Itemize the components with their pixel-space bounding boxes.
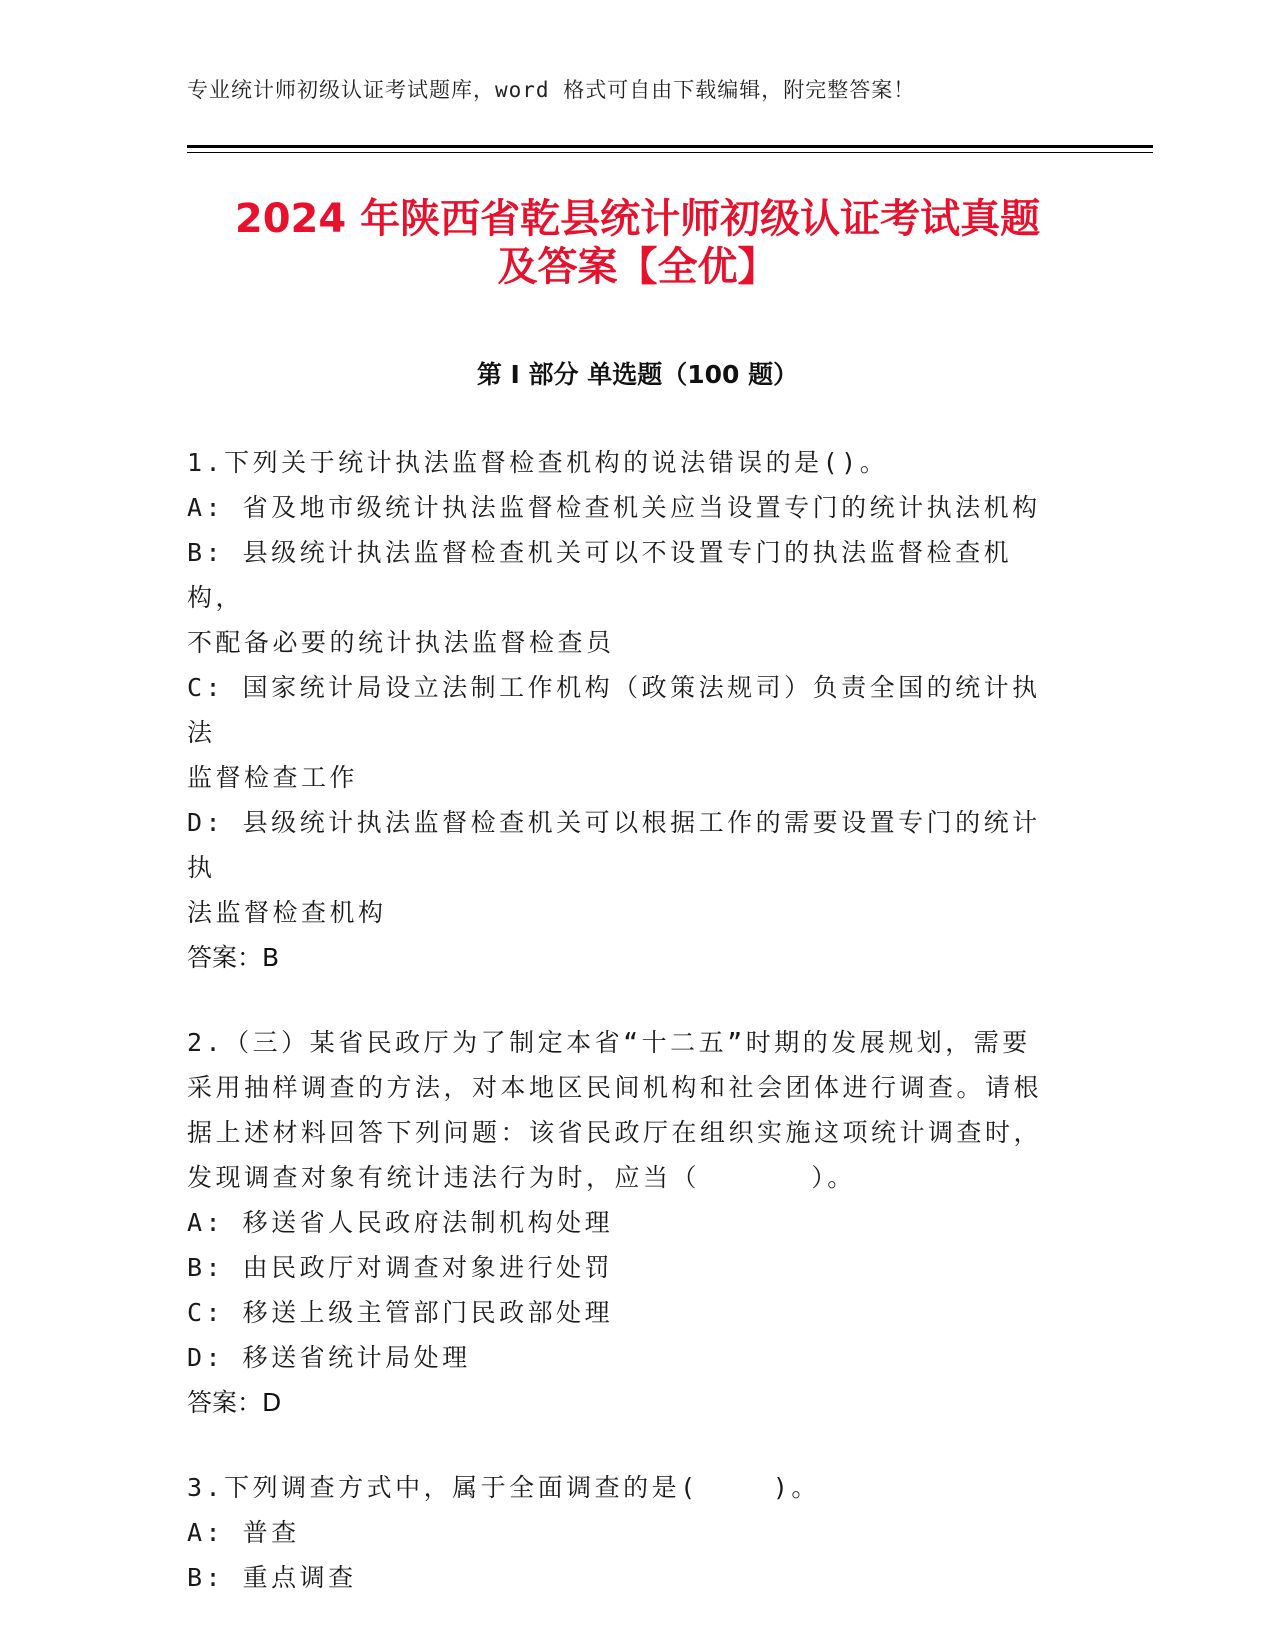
option-line: C: 移送上级主管部门民政部处理	[187, 1298, 614, 1327]
question-2-stem-line: 据上述材料回答下列问题：该省民政厅在组织实施这项统计调查时，	[187, 1118, 1043, 1147]
question-1-answer: 答案：B	[187, 943, 280, 972]
question-1-option-a	[187, 485, 1067, 530]
question-2-stem-line: 采用抽样调查的方法，对本地区民间机构和社会团体进行调查。请根	[187, 1073, 1043, 1102]
option-line: 监督检查工作	[187, 763, 359, 792]
option-line: B: 县级统计执法监督检查机关可以不设置专门的执法监督检查机构，	[187, 538, 1013, 612]
question-2-option-d	[187, 1335, 1067, 1380]
header-note: 专业统计师初级认证考试题库，word 格式可自由下载编辑，附完整答案！	[187, 78, 916, 102]
option-line: D: 移送省统计局处理	[187, 1343, 471, 1372]
document-title-line-2: 及答案【全优】	[497, 244, 778, 290]
option-line: C: 国家统计局设立法制工作机构（政策法规司）负责全国的统计执法	[187, 673, 1041, 747]
question-2-option-a	[187, 1200, 1067, 1245]
question-1	[187, 440, 1067, 980]
question-3-option-a	[187, 1510, 1067, 1555]
question-2-answer: 答案：D	[187, 1388, 282, 1417]
header-rule-thin	[187, 152, 1153, 153]
question-1-option-b	[187, 530, 1067, 665]
option-line: A: 省及地市级统计执法监督检查机关应当设置专门的统计执法机构	[187, 493, 1041, 522]
question-3	[187, 1465, 1067, 1600]
question-1-stem-line: 1.下列关于统计执法监督检查机构的说法错误的是()。	[187, 448, 889, 477]
question-3-option-b	[187, 1555, 1067, 1600]
option-line: 法监督检查机构	[187, 898, 387, 927]
question-2-option-b	[187, 1245, 1067, 1290]
header-rule-thick	[187, 145, 1153, 148]
document-title-line-1: 2024 年陕西省乾县统计师初级认证考试真题	[234, 196, 1041, 242]
question-1-option-c	[187, 665, 1067, 800]
question-2-stem-line: 发现调查对象有统计违法行为时，应当（ ）。	[187, 1163, 856, 1192]
section-heading: 第 I 部分 单选题（100 题）	[476, 360, 799, 389]
question-1-option-d	[187, 800, 1067, 935]
option-line: B: 重点调查	[187, 1563, 357, 1592]
option-line: D: 县级统计执法监督检查机关可以根据工作的需要设置专门的统计执	[187, 808, 1041, 882]
document-title	[140, 195, 1135, 291]
option-line: B: 由民政厅对调查对象进行处罚	[187, 1253, 614, 1282]
question-2-option-c	[187, 1290, 1067, 1335]
question-3-stem-line: 3.下列调查方式中，属于全面调查的是( )。	[187, 1473, 820, 1502]
option-line: A: 普查	[187, 1518, 300, 1547]
question-list	[187, 440, 1067, 1640]
option-line: 不配备必要的统计执法监督检查员	[187, 628, 615, 657]
question-2-stem-line: 2.（三）某省民政厅为了制定本省“十二五”时期的发展规划，需要	[187, 1028, 1031, 1057]
question-2	[187, 1020, 1067, 1425]
option-line: A: 移送省人民政府法制机构处理	[187, 1208, 614, 1237]
